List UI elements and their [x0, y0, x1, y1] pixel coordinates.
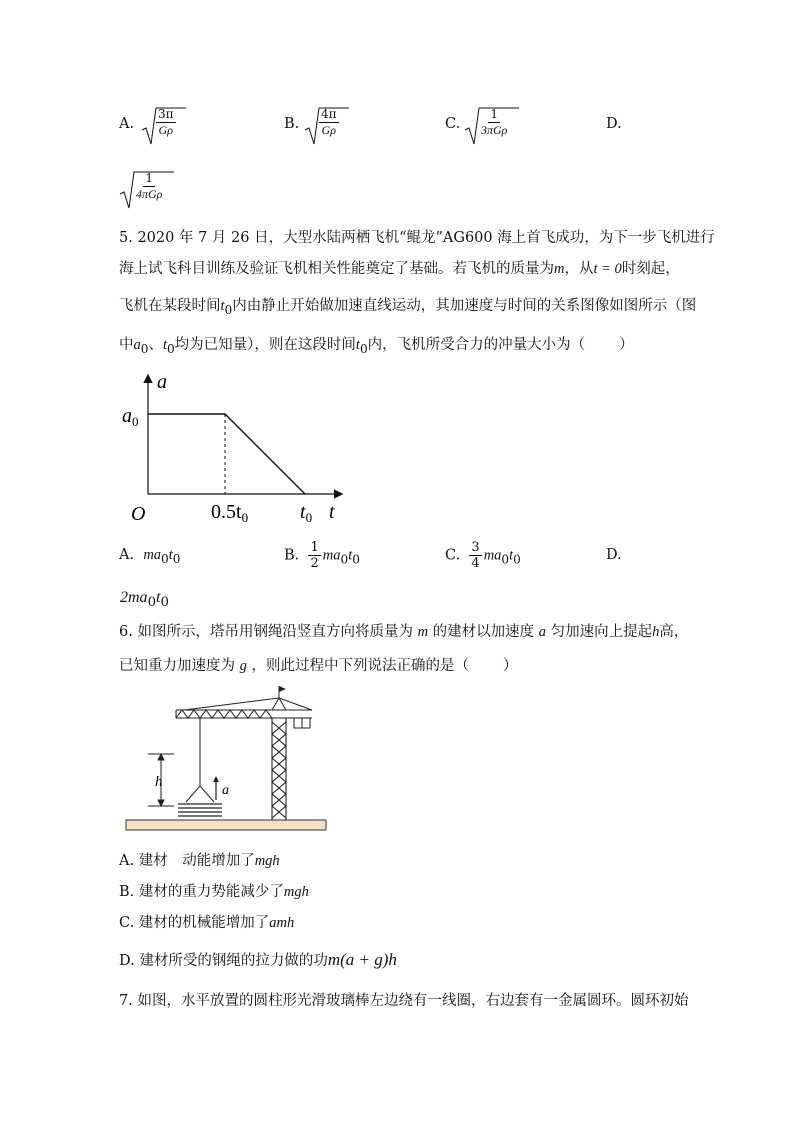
option-letter: B. [284, 116, 300, 132]
expr: ma [483, 547, 502, 564]
crane-mast [272, 718, 286, 820]
numerator: 1 [145, 171, 154, 185]
var-h: h [652, 624, 660, 640]
q5-option-d: $2ma_0t_0$ [120, 589, 169, 611]
q4-option-d-fraction [131, 171, 167, 202]
acceleration-label: a [222, 783, 229, 798]
x-axis-label: t [329, 501, 335, 523]
option-letter: C. [119, 915, 135, 931]
denominator: 2 [310, 556, 319, 571]
subscript: 0 [359, 341, 368, 356]
text: 均为已知量），则在这段时间 [174, 337, 356, 353]
q5-option-b: B. $\frac{1}{2}$ $ma_0t_0$ [284, 540, 360, 571]
text: 6. 如图所示，塔吊用钢绳沿竖直方向将质量为 [119, 624, 413, 640]
y-axis-label: a [157, 371, 167, 393]
text: 海上试飞科目训练及验证飞机相关性能奠定了基础。若飞机的质量为 [119, 261, 554, 277]
numerator: 1 [490, 107, 499, 121]
text: ，从 [564, 261, 594, 277]
q5-line-4 [119, 335, 634, 359]
q4-option-b [284, 114, 299, 134]
expr: ma [322, 547, 341, 564]
option-text: 建材所受的钢绳的拉力做的功 [139, 953, 328, 969]
option-letter: A. [119, 116, 135, 132]
var-a: a [133, 337, 141, 353]
option-letter: C. [445, 116, 461, 132]
q5-option-c: C. $\frac{3}{4}$ $ma_0t_0$ [445, 540, 521, 571]
option-letter: A. [119, 853, 135, 869]
option-letter: B. [284, 547, 300, 564]
option-text: 建材 动能增加了 [138, 853, 255, 869]
option-text: 建材的机械能增加了 [138, 915, 270, 931]
subscript: 0 [224, 302, 233, 317]
numerator: 1 [310, 540, 319, 555]
ground [126, 820, 326, 830]
origin-label: O [131, 503, 146, 525]
q6-option-b [119, 882, 309, 902]
subscript: 0 [140, 341, 149, 356]
var-m: m [417, 624, 429, 640]
option-text: 建材的重力势能减少了 [138, 884, 284, 900]
text: 已知重力加速度为 [119, 658, 235, 674]
denominator: Gρ [158, 123, 173, 137]
q6-option-a [119, 851, 280, 871]
text: 、 [148, 337, 163, 353]
denominator: Gρ [321, 123, 336, 137]
option-expr: mgh [254, 853, 280, 869]
q5-option-d-letter: D. [606, 547, 622, 563]
var-m: m [554, 261, 565, 277]
expr: 2ma [120, 589, 148, 606]
text: 内，飞机所受合力的冲量大小为（ [367, 337, 586, 353]
q4-option-c-fraction [476, 107, 512, 138]
x-tick-t0: $t_0$ [300, 501, 313, 525]
option-expr: mgh [283, 884, 309, 900]
q5-line-3 [119, 296, 696, 320]
option-letter: C. [445, 547, 461, 564]
q5-line-2 [119, 259, 680, 279]
sling [186, 786, 214, 802]
q7-line-1: 7. 如图，水平放置的圆柱形光滑玻璃棒左边绕有一线圈，右边套有一金属圆环。圆环初始 [119, 993, 689, 1009]
subscript: 0 [166, 341, 175, 356]
a-t-curve [148, 414, 305, 494]
option-letter: D. [606, 116, 622, 132]
numerator: 3π [158, 107, 174, 121]
x-tick-half-t0: $0.5t_0$ [211, 501, 249, 525]
text: ） [619, 337, 634, 353]
denominator: 4πGρ [136, 187, 163, 201]
building-material [178, 804, 222, 816]
denominator: 4 [471, 556, 480, 571]
text: ） [502, 658, 518, 674]
text: 内由静止开始做加速直线运动，其加速度与时间的关系图像如图所示（图 [232, 298, 697, 314]
option-expr: m(a + g)h [327, 950, 397, 969]
text: 高， [659, 624, 689, 640]
q4-option-a [119, 114, 134, 134]
q6-option-d [119, 950, 397, 971]
text: 的建材以加速度 [432, 624, 535, 640]
numerator: 3 [471, 540, 480, 555]
q5-option-a: A. $ma_0t_0$ [119, 547, 181, 566]
option-letter: D. [119, 953, 135, 969]
text: 中 [119, 337, 134, 353]
q4-option-d [606, 114, 622, 134]
q4-option-c [445, 114, 460, 134]
q4-option-a-fraction [153, 107, 179, 138]
q6-crane-figure [124, 682, 330, 834]
q5-acceleration-graph [115, 370, 355, 530]
var-t: t [220, 298, 225, 314]
var-t: t [162, 337, 167, 353]
expr-t-eq-0: t = 0 [593, 261, 622, 277]
expr: ma [143, 547, 162, 563]
text: ，则此过程中下列说法正确的是（ [251, 658, 469, 674]
q6-option-c [119, 913, 294, 933]
q4-option-b-fraction [316, 107, 342, 138]
option-letter: B. [119, 884, 135, 900]
q6-line-2 [119, 656, 517, 676]
text: 匀加速向上提起 [550, 624, 653, 640]
flag [279, 686, 286, 692]
y-tick-a0: $a_0$ [122, 405, 139, 429]
height-label: h [155, 774, 163, 790]
option-letter: A. [119, 547, 135, 563]
denominator: 3πGρ [481, 123, 508, 137]
option-expr: amh [269, 915, 295, 931]
q5-line-1: 5. 2020 年 7 月 26 日，大型水陆两栖飞机“鲲龙”AG600 海上首飞成功，为下一步飞机进行 [119, 230, 715, 246]
text: 时刻起， [621, 261, 680, 277]
var-t: t [355, 337, 360, 353]
numerator: 4π [321, 107, 337, 121]
q6-line-1 [119, 622, 688, 642]
var-a: a [538, 624, 547, 640]
var-g: g [239, 658, 247, 674]
crane-jib [176, 698, 312, 728]
text: 飞机在某段时间 [119, 298, 221, 314]
